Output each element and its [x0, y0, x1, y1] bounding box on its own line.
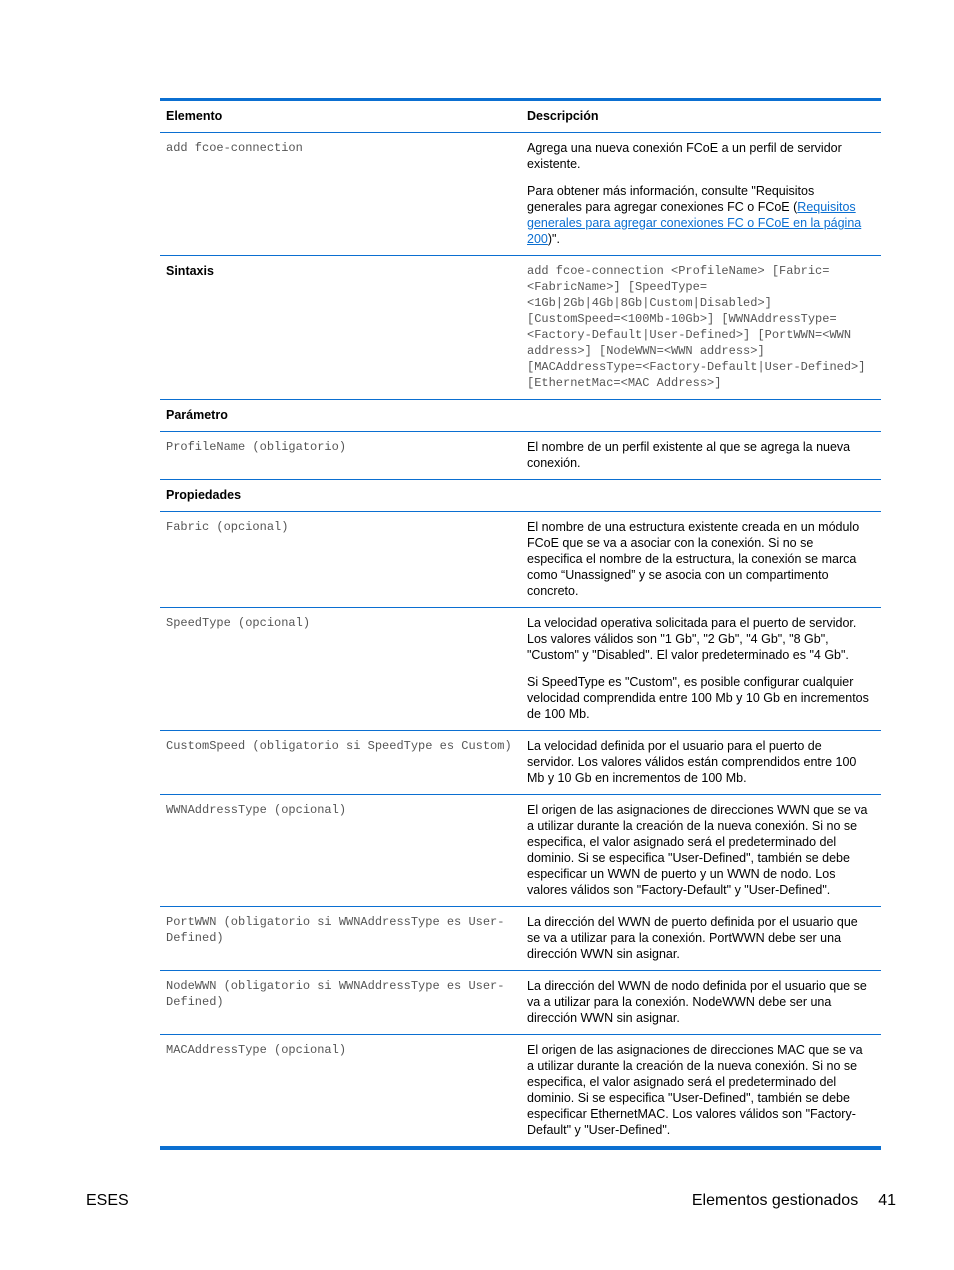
property-name: SpeedType (opcional)	[166, 616, 311, 630]
profile-name-description: El nombre de un perfil existente al que se agrega la nueva conexión.	[527, 440, 851, 470]
property-description	[521, 795, 881, 906]
property-name: WWNAddressType (opcional)	[166, 803, 347, 817]
table-row	[160, 1035, 881, 1146]
table-row	[160, 907, 881, 971]
property-name: CustomSpeed (obligatorio si SpeedType es Custom)	[166, 739, 512, 753]
property-description-text: Si SpeedType es "Custom", es posible configurar cualquier velocidad comprendida entre 100 Mb y 10 Gb en incrementos de 100 Mb.	[527, 675, 869, 721]
property-description	[521, 608, 881, 730]
table-row	[160, 512, 881, 608]
section-row	[160, 480, 881, 512]
requirements-link[interactable]: Requisitos generales para agregar conexiones FC o FCoE en la página 200	[527, 200, 862, 246]
section-row	[160, 400, 881, 432]
property-description-text: La velocidad definida por el usuario para el puerto de servidor. Los valores válidos están comprendidos entre 100 Mb y 10 Gb en incrementos de 100 Mb.	[527, 739, 857, 785]
more-info-end: )".	[547, 232, 560, 246]
property-description-text: El nombre de una estructura existente creada en un módulo FCoE que se va a asociar con la conexión. Si no se especifica el nombre de la estructura, la conexión se marca como “Unassigned” y se asocia con un compartimento concreto.	[527, 520, 860, 598]
table-header	[160, 101, 881, 133]
property-description	[521, 1035, 881, 1146]
property-description-text: La dirección del WWN de nodo definida por el usuario que se va a utilizar para la conexión. NodeWWN debe ser una dirección WWN sin asignar.	[527, 979, 867, 1025]
property-description	[521, 907, 881, 970]
property-description-text: El origen de las asignaciones de direcciones MAC que se va a utilizar durante la creación de la nueva conexión. Si no se especifica, el valor asignado será el predeterminado del dominio. Si se especifica "User-Defined", también se debe especificar EthernetMAC. Los valores válidos son "Factory-Default" y "User-Defined".	[527, 1043, 863, 1137]
parameters-table	[160, 98, 881, 1150]
property-name: Fabric (opcional)	[166, 520, 289, 534]
property-description	[521, 512, 881, 607]
table-row	[160, 795, 881, 907]
command-summary: Agrega una nueva conexión FCoE a un perfil de servidor existente.	[527, 141, 842, 171]
table-row	[160, 971, 881, 1035]
property-description-text: La dirección del WWN de puerto definida por el usuario que se va a utilizar para la conexión. PortWWN debe ser una dirección WWN sin asignar.	[527, 915, 858, 961]
property-description	[521, 971, 881, 1034]
more-info-text: Para obtener más información, consulte "Requisitos generales para agregar conexiones FC o FCoE (	[527, 184, 815, 214]
properties-section-label: Propiedades	[166, 488, 242, 502]
property-name: NodeWWN (obligatorio si WWNAddressType es User-Defined)	[166, 979, 505, 1009]
table-row	[160, 608, 881, 731]
table-row	[160, 432, 881, 480]
table-row	[160, 133, 881, 256]
property-description-text: La velocidad operativa solicitada para el puerto de servidor. Los valores válidos son "1 Gb", "2 Gb", "4 Gb", "8 Gb", "Custom" y "Disabled". El valor predeterminado es "4 Gb".	[527, 616, 857, 662]
footer-section-title: Elementos gestionados	[691, 1192, 859, 1209]
table-row	[160, 256, 881, 400]
property-name: PortWWN (obligatorio si WWNAddressType es User-Defined)	[166, 915, 505, 945]
parameter-section-label: Parámetro	[166, 408, 228, 422]
property-description-text: El origen de las asignaciones de direcciones WWN que se va a utilizar durante la creación de la nueva conexión. Si no se especifica, el valor asignado será el predeterminado del dominio. Si se especifica "User-Defined", también se debe especificar un WWN de puerto y un WWN de nodo. Los valores válidos son "Factory-Default" y "User-Defined".	[527, 803, 868, 897]
table-row	[160, 731, 881, 795]
command-more-info	[527, 183, 871, 247]
syntax-label: Sintaxis	[166, 264, 214, 278]
footer	[692, 1192, 896, 1210]
header-element: Elemento	[166, 109, 223, 123]
property-name: MACAddressType (opcional)	[166, 1043, 347, 1057]
command-name: add fcoe-connection	[166, 141, 303, 155]
command-description	[521, 133, 881, 255]
header-description: Descripción	[527, 109, 599, 123]
page-number: 41	[878, 1192, 896, 1209]
profile-name-param: ProfileName (obligatorio)	[166, 440, 347, 454]
footer-language-code: ESES	[86, 1192, 129, 1209]
property-description	[521, 731, 881, 794]
syntax-text: add fcoe-connection <ProfileName> [Fabric=<FabricName>] [SpeedType=<1Gb|2Gb|4Gb|8Gb|Custom|Disabled>] [CustomSpeed=<100Mb-10Gb>] [WWNAddressType=<Factory-Default|User-Defined>] [PortWWN=<WWN address>] [NodeWWN=<WWN address>] [MACAddressType=<Factory-Default|User-Defined>] [EthernetMac=<MAC Address>]	[527, 264, 866, 390]
